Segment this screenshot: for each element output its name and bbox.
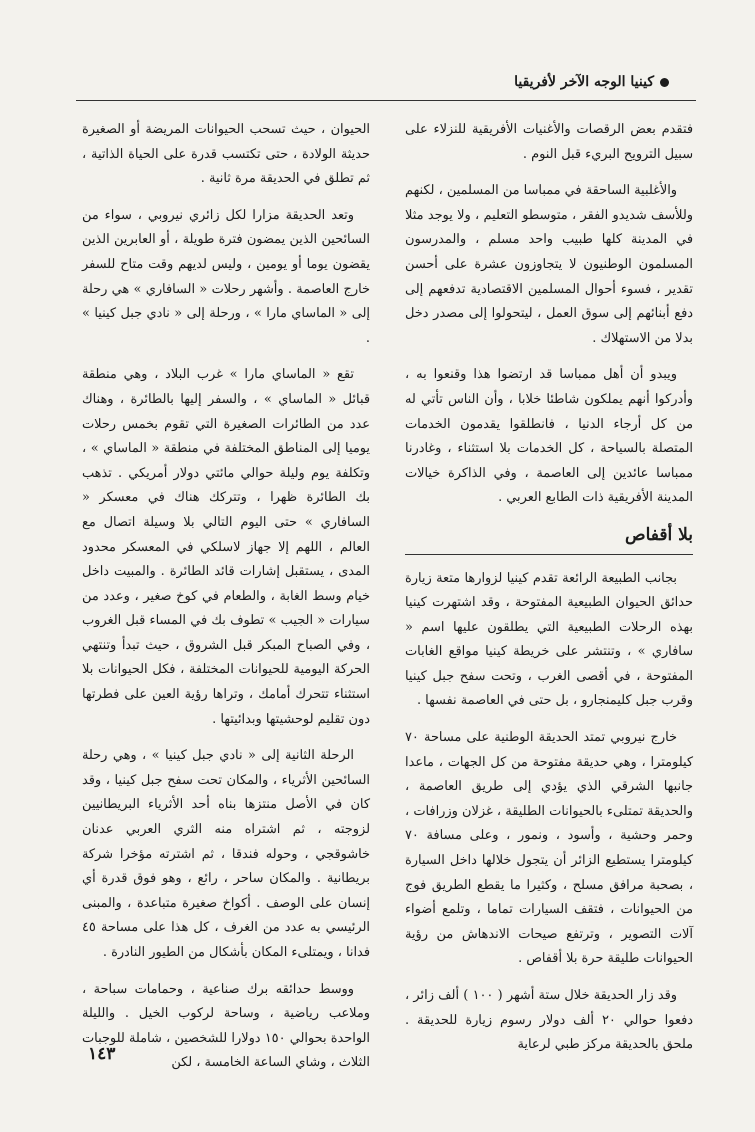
- paragraph: بجانب الطبيعة الرائعة تقدم كينيا لزوارها متعة زيارة حدائق الحيوان الطبيعية المفتوحة ، وقد اشتهرت كينيا بهذه الرحلات الطبيعية التي يطلقون عليها اسم « سافاري » ، وتنتشر على خريطة كينيا مواقع الغابات المفتوحة ، في أقصى الغرب ، وتحت سفح جبل كينيا وقرب جبل كليمنجارو ، بل حتى في العاصمة نفسها .: [405, 570, 693, 709]
- running-title: كينيا الوجه الآخر لأفريقيا: [514, 74, 654, 90]
- running-head: [514, 74, 669, 90]
- paragraph: ووسط حدائقه برك صناعية ، وحمامات سباحة ، وملاعب رياضية ، وساحة لركوب الخيل . والليلة الواحدة بحوالي ١٥٠ دولارا للشخصين ، شاملة للوجبات الثلاث ، وشاي الساعة الخامسة ، لكن: [82, 981, 370, 1071]
- paragraph: الحيوان ، حيث تسحب الحيوانات المريضة أو الصغيرة حديثة الولادة ، حتى تكتسب قدرة على الحياة الذاتية ، ثم تطلق في الحديقة مرة ثانية .: [82, 122, 370, 187]
- paragraph: الرحلة الثانية إلى « نادي جبل كينيا » ، وهي رحلة السائحين الأثرياء ، والمكان تحت سفح جبل كينيا ، وقد كان في الأصل منتزها بناه أحد الأثرياء البريطانيين لزوجته ، ثم اشتراه منه الثري العربي عدنان خاشوقجي ، وحوله فندقا ، ثم اشترته مؤخرا شركة بريطانية . والمكان ساحر ، رائع ، وهو فوق قدرة أي إنسان على الوصف . أكواخ صغيرة متباعدة ، والمبنى الرئيسي به عدد من الغرف ، كل هذا على مساحة ٤٥ فدانا ، ويمتلىء المكان بأشكال من الطيور النادرة .: [82, 748, 370, 960]
- paragraph: تقع « الماساي مارا » غرب البلاد ، وهي منطقة قبائل « الماساي » ، والسفر إليها بالطائرة ، وهناك عدد من الطائرات الصغيرة التي تقوم بخمس رحلات يوميا إلى المناطق المختلفة في منطقة « الماساي » ، وتكلفة يوم وليلة حوالي مائتي دولار أمريكي . تذهب بك الطائرة ظهرا ، وتتركك هناك في معسكر « السافاري » حتى اليوم التالي بلا وسيلة اتصال مع العالم ، اللهم إلا جهاز لاسلكي في المعسكر محدود المدى ، يستقبل إشارات قائد الطائرة . والمبيت داخل خيام وسط الغابة ، والطعام في كوخ صغير ، وعدد من سيارات « الجيب » تطوف بك في المساء قبل الغروب ، وفي الصباح المبكر قبل الشروق ، حيث تبدأ وتنتهي الحركة اليومية للحيوانات المختلفة ، فكل الحيوانات بلا استثناء تتحرك أمامك ، وتراها رؤية العين على فطرتها دون تقليم لوحشيتها وبدائيتها .: [82, 367, 370, 727]
- bullet-icon: [660, 78, 669, 87]
- header-rule: [76, 100, 696, 101]
- left-column: [82, 118, 370, 1088]
- paragraph: وقد زار الحديقة خلال ستة أشهر ( ١٠٠ ) ألف زائر ، دفعوا حوالي ٢٠ ألف دولار رسوم زيارة للحديقة . ملحق بالحديقة مركز طبي لرعاية: [405, 988, 693, 1053]
- paragraph: ويبدو أن أهل ممباسا قد ارتضوا هذا وقنعوا به ، وأدركوا أنهم يملكون شاطئا خلابا ، وأن الناس تأتي له من كل أرجاء الدنيا ، فانطلقوا يقدمون الخدمات المتصلة بالسياحة ، كل الخدمات بلا استثناء ، وغادرنا ممباسا عائدين إلى العاصمة ، وفي الذاكرة خيالات المدينة الأفريقية ذات الطابع العربي .: [405, 367, 693, 506]
- right-column: [405, 118, 693, 1070]
- paragraph: فتقدم بعض الرقصات والأغنيات الأفريقية للنزلاء على سبيل الترويح البريء قبل النوم .: [405, 122, 693, 162]
- paragraph: والأغلبية الساحقة في ممباسا من المسلمين ، لكنهم وللأسف شديدو الفقر ، متوسطو التعليم ، ولا يوجد مثلا في المدينة كلها طبيب واحد مسلم ، والمدرسون المسلمون الوطنيون لا يتجاوزون عشرة على أحسن تقدير ، فسوء أحوال المسلمين الاقتصادية تدفعهم إلى دفع أبنائهم إلى سوق العمل ، ليتحولوا إلى مصدر دخل بدلا من الاستهلاك .: [405, 183, 693, 346]
- paragraph: وتعد الحديقة مزارا لكل زائري نيروبي ، سواء من السائحين الذين يمضون فترة طويلة ، أو العابرين الذين يقضون يوما أو يومين ، وليس لديهم وقت متاح للسفر خارج العاصمة . وأشهر رحلات « السافاري » هي رحلة إلى « الماساي مارا » ، ورحلة إلى « نادي جبل كينيا » .: [82, 207, 370, 346]
- section-heading: بلا أقفاص: [405, 523, 693, 555]
- paragraph: خارج نيروبي تمتد الحديقة الوطنية على مساحة ٧٠ كيلومترا ، وهي حديقة مفتوحة من كل الجهات ، ماعدا جانبها الشرقي الذي يؤدي إلى طريق العاصمة ، والحديقة تمتلىء بالحيوانات الطليقة ، غزلان وزرافات ، وحمر وحشية ، وأسود ، ونمور ، وعلى مسافة ٧٠ كيلومترا يستطيع الزائر أن يتجول خلالها داخل السيارة ، بصحبة مرافق مسلح ، وكثيرا ما يقطع الطريق فوج من الحيوانات ، فتقف السيارات تماما ، وتلمع أضواء آلات التصوير ، وترتفع صيحات الاندهاش من رؤية الحيوانات طليقة حرة بلا أقفاص .: [405, 730, 693, 967]
- page-number: ١٤٣: [88, 1044, 116, 1064]
